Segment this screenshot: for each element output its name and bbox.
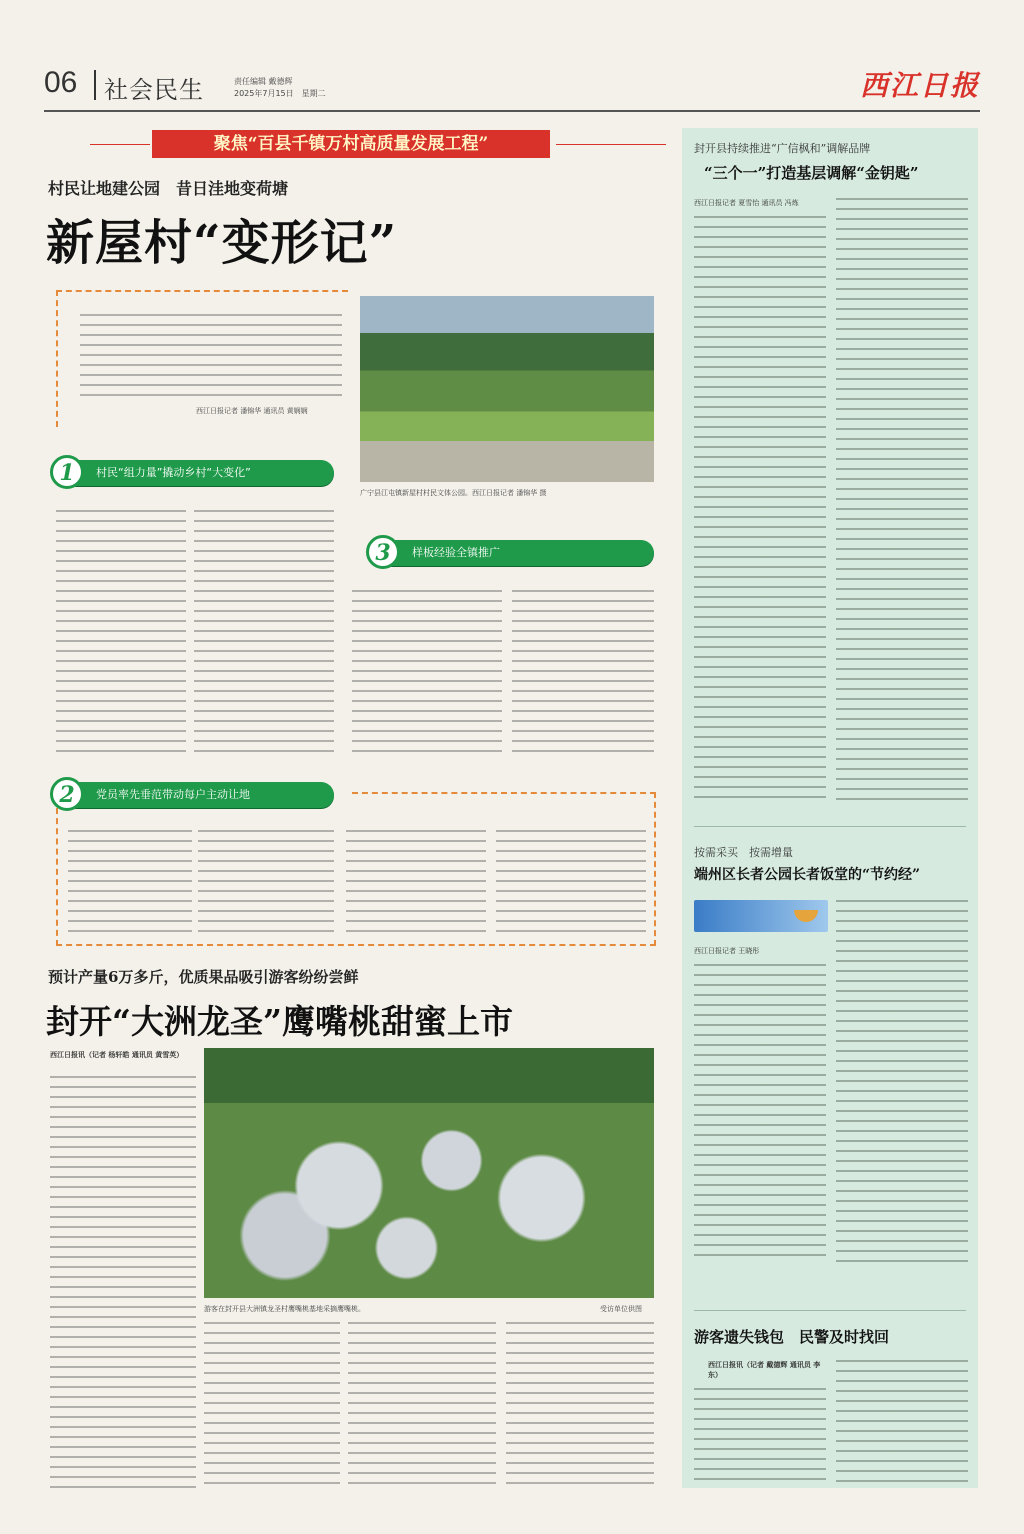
series-banner: 聚焦“百县千镇万村高质量发展工程” [152, 130, 550, 158]
park-photo [360, 296, 654, 482]
section2-dash-right [654, 792, 656, 946]
article1-col3 [352, 590, 502, 760]
article2-title: 封开“大洲龙圣”鹰嘴桃甜蜜上市 [46, 1002, 513, 1041]
issue-date: 2025年7月15日 星期二 [234, 89, 326, 98]
side1-col2 [836, 198, 968, 806]
article1-col2 [194, 510, 334, 760]
subhead-2-text: 党员率先垂范带动每户主动让地 [96, 788, 250, 801]
side3-byline: 西江日报讯（记者 戴德辉 通讯员 李东） [708, 1361, 821, 1379]
article1-sec2-col3 [346, 830, 486, 934]
section2-dash-bottom [56, 944, 656, 946]
peach-photo-caption: 游客在封开县大洲镇龙圣村鹰嘴桃基地采摘鹰嘴桃。 [204, 1305, 365, 1313]
peach-photo-credit: 受访单位供图 [600, 1305, 642, 1313]
article1-col1 [56, 510, 186, 760]
page-header [44, 62, 980, 108]
park-photo-caption: 广宁县江屯镇新屋村村民文体公园。西江日报记者 潘锦华 摄 [360, 489, 547, 497]
article2-col4 [506, 1322, 654, 1492]
lead-byline: 西江日报记者 潘锦华 通讯员 黄娴娴 [196, 407, 308, 415]
lead-text [80, 314, 342, 400]
subhead-3 [372, 540, 654, 566]
section2-dash-top [352, 792, 656, 794]
side1-title: “三个一”打造基层调解“金钥匙” [704, 164, 919, 182]
article1-sec2-col2 [198, 830, 334, 934]
article1-sec2-col4 [496, 830, 646, 934]
article1-kicker: 村民让地建公园 昔日洼地变荷塘 [48, 179, 289, 198]
side1-col1 [694, 216, 826, 806]
article2-byline: 西江日报讯（记者 杨轩皓 通讯员 黄雪英） [50, 1051, 184, 1059]
peach-orchard-photo [204, 1048, 654, 1298]
article1-title: 新屋村“变形记” [46, 215, 398, 271]
side2-col2 [836, 900, 968, 1264]
article2-kicker: 预计产量6万多斤，优质果品吸引游客纷纷尝鲜 [48, 968, 359, 986]
article2-col3 [348, 1322, 496, 1492]
section2-dash-left [56, 808, 58, 946]
side2-graphic [694, 900, 828, 932]
side2-title: 端州区长者公园长者饭堂的“节约经” [694, 867, 921, 883]
sidebar-divider-2 [694, 1310, 966, 1311]
header-divider [94, 70, 96, 100]
side2-kicker: 按需采买 按需增量 [694, 846, 793, 859]
subhead-3-text: 样板经验全镇推广 [412, 546, 500, 559]
sidebar-divider-1 [694, 826, 966, 827]
subhead-2 [56, 782, 334, 808]
article2-col1 [50, 1076, 196, 1492]
subhead-1 [56, 460, 334, 486]
header-rule [44, 110, 980, 112]
side2-byline: 西江日报记者 王晓彤 [694, 947, 760, 955]
subhead-3-number: 3 [366, 535, 400, 569]
side1-byline: 西江日报记者 夏雪怡 通讯员 冯炼 [694, 199, 799, 207]
side2-col1 [694, 964, 826, 1264]
section-name: 社会民生 [104, 76, 204, 104]
banner-right-rule [556, 144, 666, 145]
side3-col1 [694, 1388, 826, 1482]
banner-left-rule [90, 144, 150, 145]
side3-title: 游客遗失钱包 民警及时找回 [694, 1328, 890, 1346]
article2-col2 [204, 1322, 340, 1492]
side3-col2 [836, 1360, 968, 1482]
masthead-logo: 西江日报 [859, 69, 980, 102]
subhead-1-number: 1 [50, 455, 84, 489]
bowl-icon [794, 910, 818, 922]
subhead-1-text: 村民“组力量”撬动乡村“大变化” [96, 466, 251, 479]
article1-sec2-col1 [68, 830, 192, 934]
side1-kicker: 封开县持续推进“广信枫和”调解品牌 [694, 142, 871, 155]
editor-credit: 责任编辑 戴德辉 [234, 77, 293, 86]
page-number: 06 [44, 66, 78, 99]
subhead-2-number: 2 [50, 777, 84, 811]
article1-col4 [512, 590, 654, 760]
